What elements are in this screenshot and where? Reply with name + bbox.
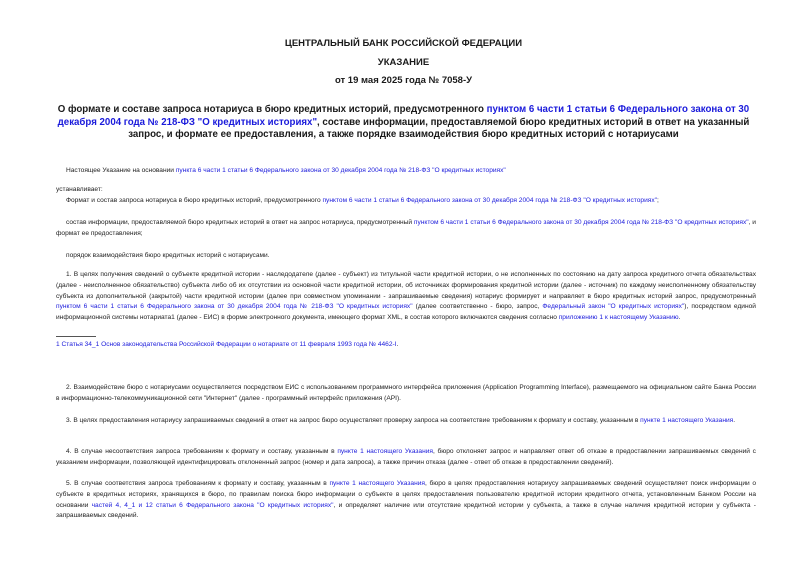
para5-text-2: , бюро в целях предоставления нотариусу запрашиваемых сведений осуществляет поиск информации о субъекте в кредитных историях, хранящихся в бюро, по правилам поиска бюро информации о субъекте в целях предоставления пользователю кредитной истории кредитного отчета, установленным Банком России на основании (56, 480, 756, 509)
document-type: УКАЗАНИЕ (377, 57, 430, 68)
paragraph-4 (56, 447, 756, 469)
footnote-divider (56, 336, 96, 337)
para1-text-1: 1. В целях получения сведений о субъекте кредитной истории - наследодателе (далее - субъект) из титульной части кредитной истории, о не исполненных по состоянию на дату запроса кредитного отчета обязательствах (далее - неисполненное обязательство) субъекта либо об их отсутствии из основной части кредитной истории, об источниках формирования кредитной истории (далее - источник) по каждому неисполненному обязательству субъекта из дополнительной (закрытой) части кредитной истории (далее при совместном упоминании - запрашиваемые сведения) нотариус формирует и направляет в бюро кредитных историй запрос, предусмотренный (56, 271, 756, 300)
item-info-text-1: состав информации, предоставляемой бюро кредитных историй в ответ на запрос нотариуса, предусмотренный (66, 219, 414, 226)
item-order: порядок взаимодействия бюро кредитных историй с нотариусами. (66, 252, 270, 259)
para1-appendix-link[interactable]: приложению 1 к настоящему Указанию (558, 314, 679, 322)
item-info-text-2: , и формат ее предоставления; (56, 219, 756, 237)
footnote (56, 340, 756, 351)
item-format-text-2: ; (656, 197, 659, 204)
intro-paragraph (66, 166, 766, 177)
document-title (40, 104, 767, 142)
title-law-link[interactable]: пунктом 6 части 1 статьи 6 Федерального закона от 30 декабря 2004 года № 218-ФЗ "О кредитных историях" (57, 104, 750, 128)
para5-clause-link[interactable]: пункте 1 настоящего Указания (329, 480, 425, 487)
paragraph-1 (56, 270, 756, 324)
item-format (66, 196, 766, 207)
para4-text-2: , бюро отклоняет запрос и направляет ответ об отказе в предоставлении запрашиваемых сведений с указанием информации, позволяющей идентифицировать отклоненный запрос (номер и дата запроса), а также причин отказа (далее - ответ об отказе в предоставлении сведений). (56, 448, 756, 466)
document-date-number: от 19 мая 2025 года № 7058-У (334, 75, 473, 86)
bank-name: ЦЕНТРАЛЬНЫЙ БАНК РОССИЙСКОЙ ФЕДЕРАЦИИ (284, 38, 523, 49)
item-info-law-link[interactable]: пунктом 6 части 1 статьи 6 Федерального закона от 30 декабря 2004 года № 218-ФЗ "О кредитных историях" (413, 219, 749, 226)
para1-text-2: (далее соответственно - бюро, запрос, (412, 303, 543, 311)
footnote-end: . (396, 341, 399, 348)
para3-text-2: . (733, 417, 736, 424)
paragraph-3 (56, 416, 756, 427)
para1-text-3: ), посредством единой информационной системы нотариата1 (далее - ЕИС) в форме электронного документа, имеющего формат XML, в состав которого включаются сведения согласно (56, 303, 756, 322)
paragraph-2 (56, 383, 756, 405)
para5-text-1: 5. В случае соответствия запроса требованиям к формату и составу, указанным в (66, 480, 330, 487)
para1-text-4: . (678, 314, 681, 322)
paragraph-5 (56, 479, 756, 522)
para1-federal-law-link[interactable]: Федеральный закон "О кредитных историях" (542, 303, 685, 311)
para3-clause-link[interactable]: пункте 1 настоящего Указания (640, 417, 734, 424)
title-text-1: О формате и составе запроса нотариуса в бюро кредитных историй, предусмотренного (57, 104, 487, 115)
item-format-law-link[interactable]: пунктом 6 части 1 статьи 6 Федерального закона от 30 декабря 2004 года № 218-ФЗ "О кредитных историях" (322, 197, 657, 204)
para5-text-3: , и определяет наличие или отсутствие кредитной истории у субъекта, а также в случае наличия кредитной истории у субъекта - запрашиваемых сведений. (56, 501, 756, 520)
item-info (56, 218, 756, 240)
para1-law-link[interactable]: пунктом 6 части 1 статьи 6 Федерального закона от 30 декабря 2004 года № 218-ФЗ "О кредитных историях" (56, 303, 413, 311)
establishes-label: устанавливает: (56, 186, 103, 193)
footnote-marker[interactable]: 1 (56, 341, 60, 348)
intro-law-link[interactable]: пункта 6 части 1 статьи 6 Федерального закона от 30 декабря 2004 года № 218-ФЗ "О кредитных историях" (175, 167, 506, 174)
item-format-text-1: Формат и состав запроса нотариуса в бюро кредитных историй, предусмотренного (66, 197, 323, 204)
intro-text: Настоящее Указание на основании (66, 167, 176, 174)
para3-text-1: 3. В целях предоставления нотариусу запрашиваемых сведений в ответ на запрос бюро осуществляет проверку запроса на соответствие требованиям к формату и составу, указанным в (66, 417, 641, 424)
title-text-2: , составе информации, предоставляемой бюро кредитных историй в ответ на указанный запрос, и формате ее предоставления, а также порядке взаимодействия бюро кредитных историй с нотариусами (128, 116, 750, 141)
para4-clause-link[interactable]: пункте 1 настоящего Указания (337, 448, 433, 455)
para5-law-parts-link[interactable]: частей 4, 4_1 и 12 статьи 6 Федерального закона "О кредитных историях" (91, 501, 334, 509)
para4-text-1: 4. В случае несоответствия запроса требованиям к формату и составу, указанным в (66, 448, 338, 455)
para2-text: 2. Взаимодействие бюро с нотариусами осуществляется посредством ЕИС с использованием программного интерфейса приложения (Application Programming Interface), размещаемого на официальном сайте Банка России в информационно-телекоммуникационной сети "Интернет" (далее - программный интерфейс приложения (API). (56, 384, 756, 402)
footnote-law-link[interactable]: Статья 34_1 Основ законодательства Российской Федерации о нотариате от 11 февраля 1993 года № 4462-I (61, 341, 397, 348)
